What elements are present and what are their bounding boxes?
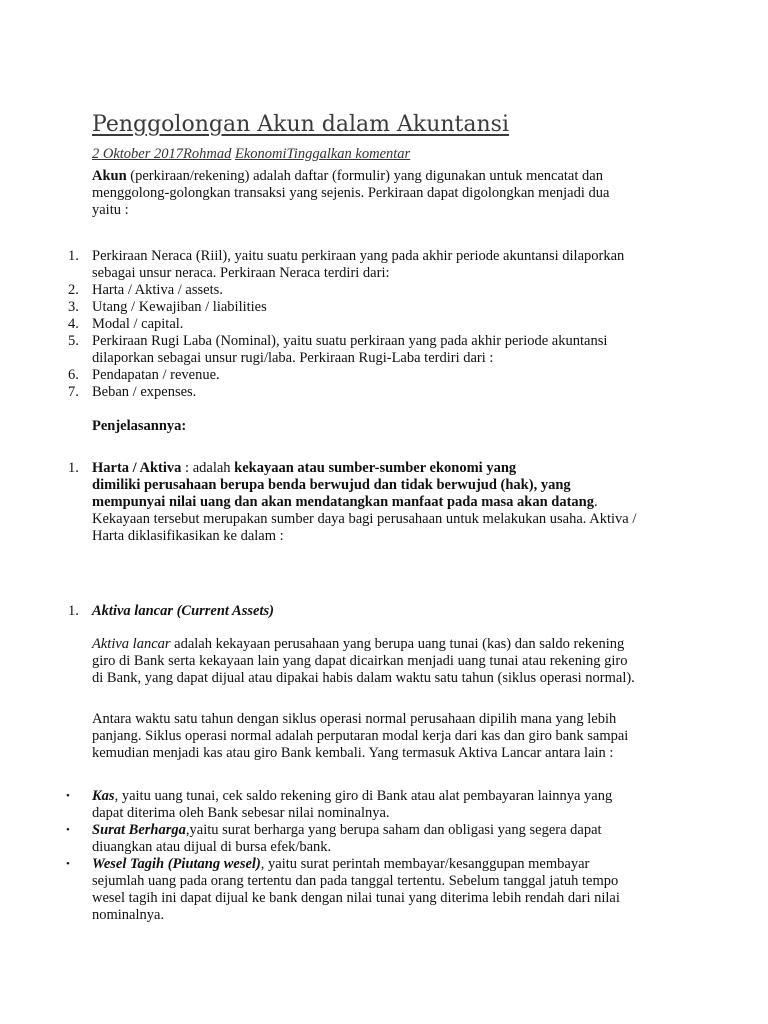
list-number: 1. <box>68 603 79 619</box>
bullet-term: Wesel Tagih (Piutang wesel) <box>92 856 261 872</box>
aktiva-text: di Bank, yang dapat dijual atau dipakai habis dalam waktu satu tahun (siklus operasi normal). <box>92 670 635 686</box>
antara-paragraph <box>92 711 692 762</box>
list-number: 6. <box>68 367 79 383</box>
category-link[interactable]: Ekonomi <box>234 146 287 162</box>
harta-term: Harta / Aktiva <box>92 460 182 476</box>
post-meta <box>92 146 410 163</box>
bullet-text: ,yaitu surat berharga yang berupa saham dan obligasi yang segera dapat <box>185 822 602 838</box>
bullet-icon: • <box>66 790 70 802</box>
bullet-term: Kas <box>92 788 115 804</box>
aktiva-lancar-heading: Aktiva lancar (Current Assets) <box>92 603 274 619</box>
aktiva-definition <box>92 636 692 687</box>
list-text: Utang / Kewajiban / liabilities <box>92 299 267 315</box>
list-text: Pendapatan / revenue. <box>92 367 220 383</box>
harta-text: Harta diklasifikasikan ke dalam : <box>92 528 284 544</box>
aktiva-text: adalah kekayaan perusahaan yang berupa uang tunai (kas) dan saldo rekening <box>170 636 625 652</box>
bullet-text: , yaitu uang tunai, cek saldo rekening giro di Bank atau alat pembayaran lainnya yang <box>114 788 613 804</box>
list-text: Beban / expenses. <box>92 384 197 400</box>
list-text: Modal / capital. <box>92 316 184 332</box>
bullet-text: sejumlah uang pada orang tertentu dan pada tanggal tertentu. Sebelum tanggal jatuh tempo <box>92 873 619 889</box>
author-link[interactable]: Rohmad <box>183 146 232 162</box>
bullet-icon: • <box>66 824 70 836</box>
bullet-text: nominalnya. <box>92 907 165 923</box>
bullet-text: dapat diterima oleh Bank sebesar nilai nominalnya. <box>92 805 390 821</box>
section-heading <box>92 418 692 435</box>
list-text: dilaporkan sebagai unsur rugi/laba. Perkiraan Rugi-Laba terdiri dari : <box>92 350 494 366</box>
aktiva-term: Aktiva lancar <box>92 636 171 652</box>
bullet-text: , yaitu surat perintah membayar/kesanggupan membayar <box>260 856 590 872</box>
harta-definition: kekayaan atau sumber-sumber ekonomi yang <box>234 460 517 476</box>
list-text: Perkiraan Neraca (Riil), yaitu suatu perkiraan yang pada akhir periode akuntansi dilaporkan <box>92 248 625 264</box>
intro-line-1: (perkiraan/rekening) adalah daftar (formulir) yang digunakan untuk mencatat dan <box>126 168 603 184</box>
comment-link[interactable]: Tinggalkan komentar <box>286 146 411 162</box>
intro-line-2: menggolong-golongkan transaksi yang sejenis. Perkiraan dapat digolongkan menjadi dua <box>92 185 610 201</box>
harta-text: Kekayaan tersebut merupakan sumber daya bagi perusahaan untuk melakukan usaha. Aktiva / <box>92 511 637 527</box>
list-text: Harta / Aktiva / assets. <box>92 282 223 298</box>
bullet-text: diuangkan atau dijual di bursa efek/bank. <box>92 839 332 855</box>
list-text: sebagai unsur neraca. Perkiraan Neraca terdiri dari: <box>92 265 390 281</box>
section-heading-text: Penjelasannya: <box>92 418 187 434</box>
list-number: 1. <box>68 460 79 476</box>
harta-definition: dimiliki perusahaan berupa benda berwujud dan tidak berwujud (hak), yang <box>92 477 571 493</box>
aktiva-text: giro di Bank serta kekayaan lain yang dapat dicairkan menjadi uang tunai atau rekening giro <box>92 653 628 669</box>
intro-term: Akun <box>92 168 127 184</box>
harta-period: . <box>594 494 598 510</box>
paragraph-line: Antara waktu satu tahun dengan siklus operasi normal perusahaan dipilih mana yang lebih <box>92 711 617 727</box>
list-number: 3. <box>68 299 79 315</box>
bullet-icon: • <box>66 858 70 870</box>
list-number: 5. <box>68 333 79 349</box>
bullet-term: Surat Berharga <box>92 822 186 838</box>
list-number: 7. <box>68 384 79 400</box>
list-text: Perkiraan Rugi Laba (Nominal), yaitu suatu perkiraan yang pada akhir periode akuntansi <box>92 333 608 349</box>
harta-definition: mempunyai nilai uang dan akan mendatangkan manfaat pada masa akan datang <box>92 494 594 510</box>
bullet-text: wesel tagih ini dapat dijual ke bank dengan nilai tunai yang diterima lebih rendah dari nilai <box>92 890 620 906</box>
intro-line-3: yaitu : <box>92 202 129 218</box>
list-number: 4. <box>68 316 79 332</box>
paragraph-line: kemudian menjadi kas atau giro Bank kembali. Yang termasuk Aktiva Lancar antara lain : <box>92 745 614 761</box>
harta-separator: : adalah <box>181 460 235 476</box>
paragraph-line: panjang. Siklus operasi normal adalah perputaran modal kerja dari kas dan giro bank sampai <box>92 728 629 744</box>
post-date-link[interactable]: 2 Oktober 2017 <box>92 146 184 162</box>
list-number: 2. <box>68 282 79 298</box>
intro-paragraph <box>92 168 692 219</box>
page-title: Penggolongan Akun dalam Akuntansi <box>92 112 509 137</box>
list-number: 1. <box>68 248 79 264</box>
